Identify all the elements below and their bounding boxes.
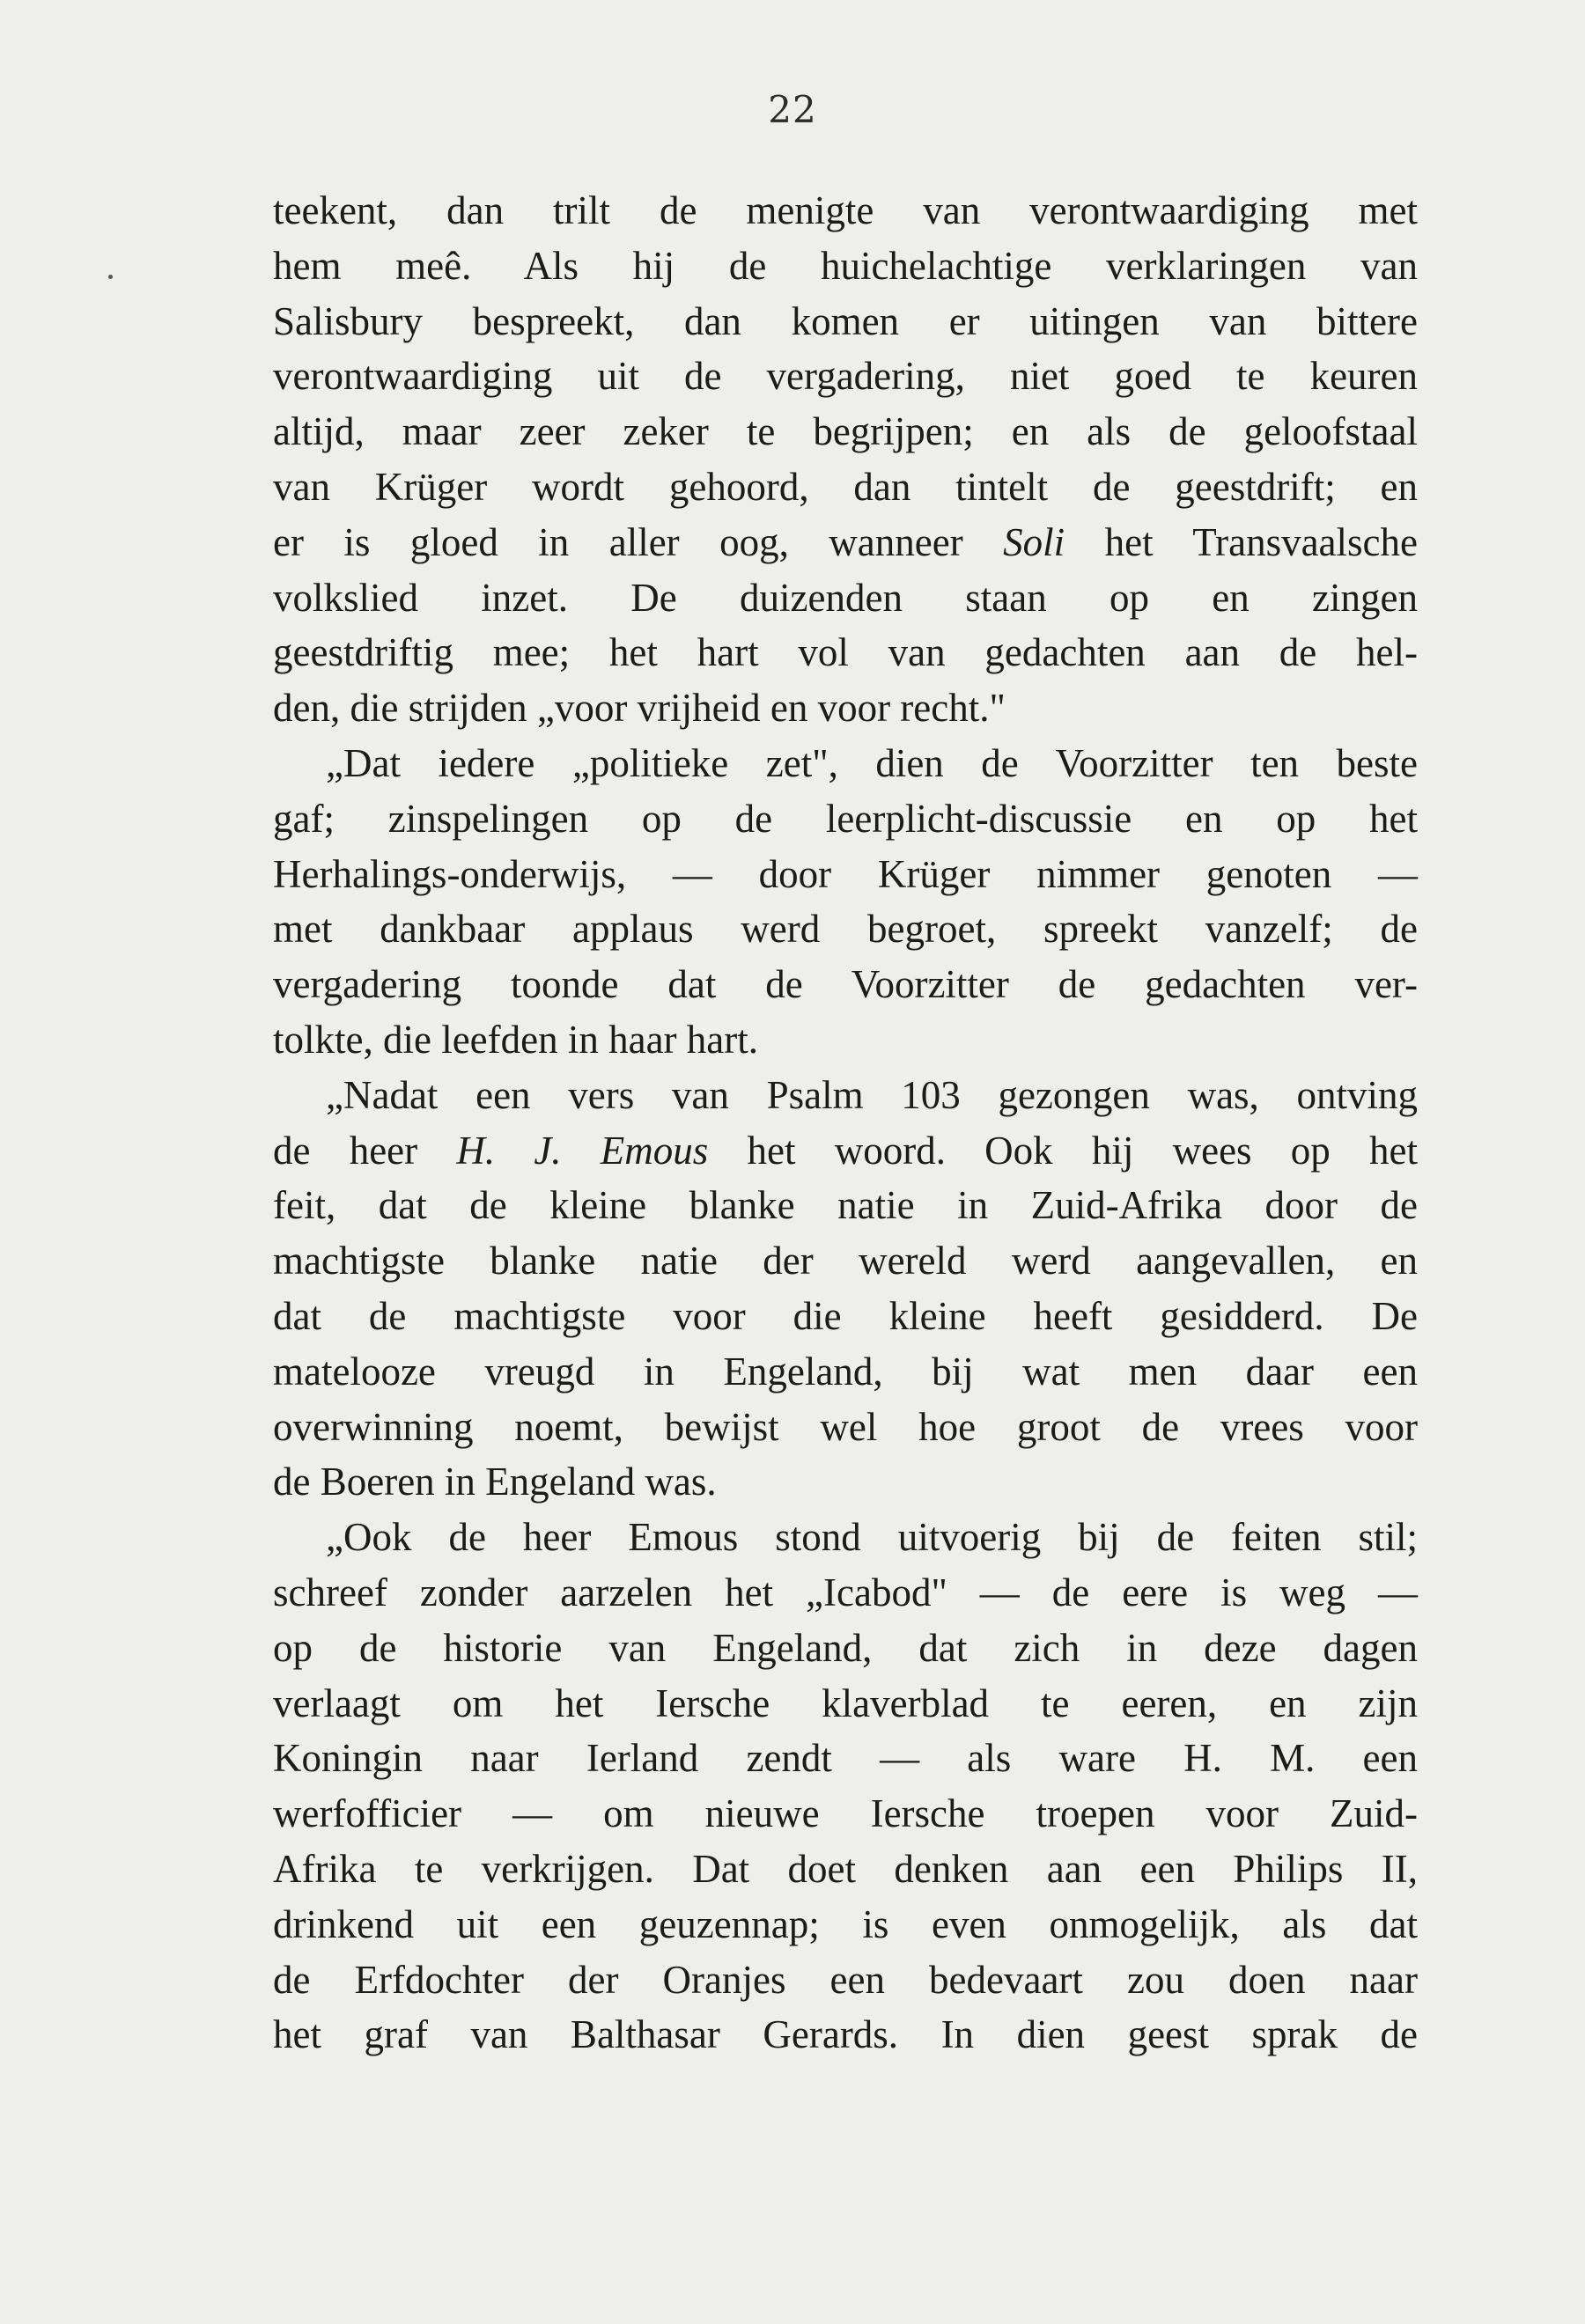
text-line: overwinning noemt, bewijst wel hoe groot de vrees voor bbox=[273, 1404, 1418, 1449]
text-line: de heer H. J. Emous het woord. Ook hij wees op het bbox=[273, 1128, 1418, 1173]
text-line: „Ook de heer Emous stond uitvoerig bij de feiten stil; bbox=[326, 1515, 1418, 1560]
text-line: Herhalings-onderwijs, — door Krüger nimmer genoten — bbox=[273, 851, 1418, 896]
text-line: den, die strijden „voor vrijheid en voor recht." bbox=[273, 686, 1006, 731]
text-line: gaf; zinspelingen op de leerplicht-discussie en op het bbox=[273, 796, 1418, 841]
text-line: hem meê. Als hij de huichelachtige verklaringen van bbox=[273, 243, 1418, 288]
body-text bbox=[273, 183, 1418, 2063]
italic-name: H. J. Emous bbox=[456, 1128, 709, 1173]
text-line: Afrika te verkrijgen. Dat doet denken aan een Philips II, bbox=[273, 1846, 1418, 1891]
text-line: Koningin naar Ierland zendt — als ware H. M. een bbox=[273, 1736, 1418, 1781]
text-line: de Boeren in Engeland was. bbox=[273, 1460, 717, 1504]
text-line: machtigste blanke natie der wereld werd aangevallen, en bbox=[273, 1239, 1418, 1283]
text-line: werfofficier — om nieuwe Iersche troepen voor Zuid- bbox=[273, 1791, 1418, 1836]
page-number: 22 bbox=[768, 88, 817, 131]
text-line: tolkte, die leefden in haar hart. bbox=[273, 1017, 759, 1062]
text-line: met dankbaar applaus werd begroet, spreekt vanzelf; de bbox=[273, 907, 1418, 952]
text-line: er is gloed in aller oog, wanneer Soli het Transvaalsche bbox=[273, 519, 1418, 564]
text-line: Salisbury bespreekt, dan komen er uitingen van bittere bbox=[273, 298, 1418, 343]
text-line: „Dat iedere „politieke zet", dien de Voorzitter ten beste bbox=[326, 740, 1418, 785]
text-line: drinkend uit een geuzennap; is even onmogelijk, als dat bbox=[273, 1901, 1418, 1946]
text-line: dat de machtigste voor die kleine heeft gesidderd. De bbox=[273, 1293, 1418, 1338]
text-line: teekent, dan trilt de menigte van verontwaardiging met bbox=[273, 188, 1418, 232]
text-line: verlaagt om het Iersche klaverblad te eeren, en zijn bbox=[273, 1680, 1418, 1725]
text-line: volkslied inzet. De duizenden staan op en zingen bbox=[273, 575, 1418, 620]
text-line: altijd, maar zeer zeker te begrijpen; en als de geloofstaal bbox=[273, 409, 1418, 454]
text-line: de Erfdochter der Oranjes een bedevaart zou doen naar bbox=[273, 1957, 1418, 2002]
text-line: vergadering toonde dat de Voorzitter de gedachten ver- bbox=[273, 962, 1418, 1007]
text-line: van Krüger wordt gehoord, dan tintelt de geestdrift; en bbox=[273, 464, 1418, 509]
text-line: matelooze vreugd in Engeland, bij wat men daar een bbox=[273, 1349, 1418, 1394]
text-line: „Nadat een vers van Psalm 103 gezongen was, ontving bbox=[326, 1072, 1418, 1117]
text-line: feit, dat de kleine blanke natie in Zuid-Afrika door de bbox=[273, 1183, 1418, 1228]
text-line: schreef zonder aarzelen het „Icabod" — de eere is weg — bbox=[273, 1570, 1418, 1614]
scan-speck bbox=[108, 275, 113, 279]
text-line: verontwaardiging uit de vergadering, niet goed te keuren bbox=[273, 354, 1418, 399]
text-line: op de historie van Engeland, dat zich in deze dagen bbox=[273, 1625, 1418, 1670]
text-line: geestdriftig mee; het hart vol van gedachten aan de hel- bbox=[273, 630, 1418, 675]
text-line: het graf van Balthasar Gerards. In dien geest sprak de bbox=[273, 2012, 1418, 2057]
italic-name: Soli bbox=[1003, 519, 1065, 564]
